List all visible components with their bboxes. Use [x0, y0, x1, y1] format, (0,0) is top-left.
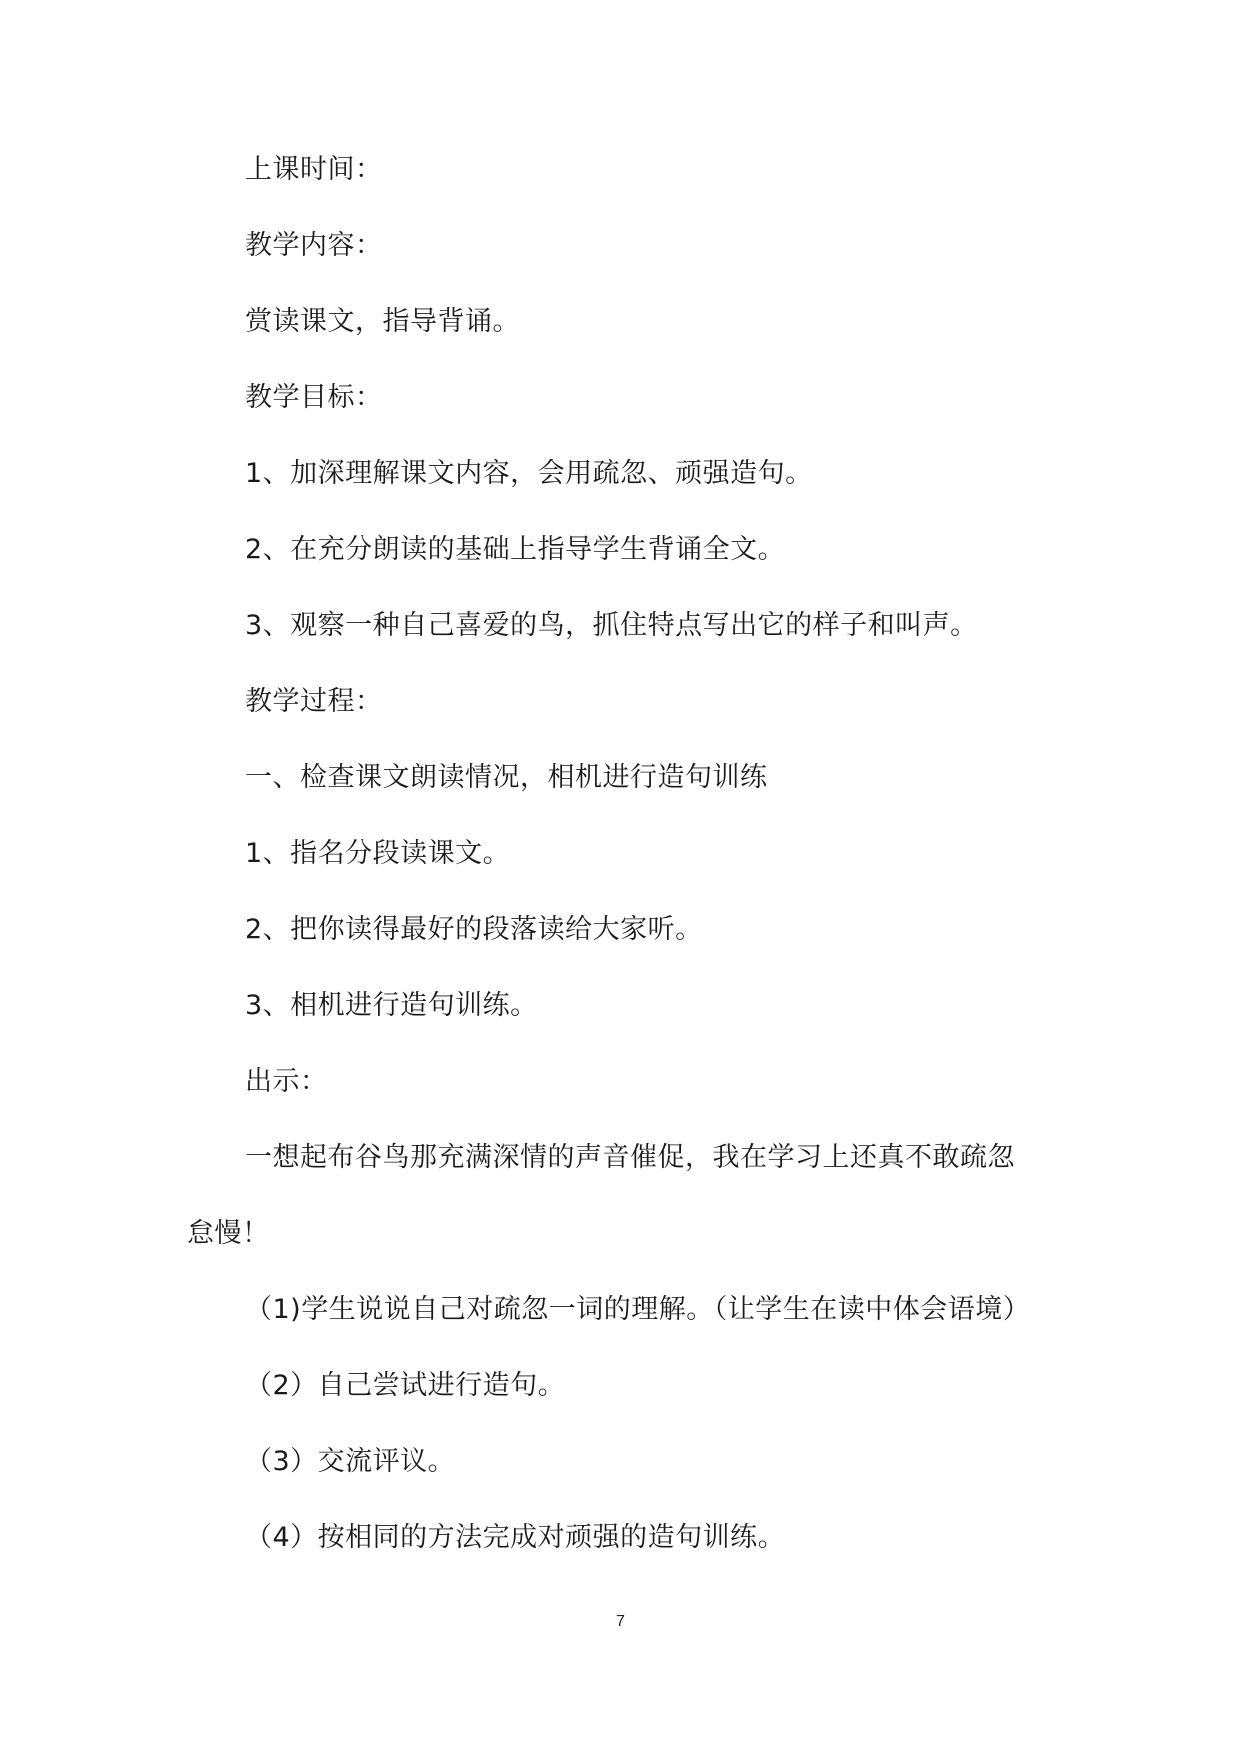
line-substep-4: （4）按相同的方法完成对顽强的造句训练。	[245, 1522, 786, 1553]
line-example-sentence: 一想起布谷鸟那充满深情的声音催促，我在学习上还真不敢疏忽	[245, 1142, 1015, 1173]
line-step-3: 3、相机进行造句训练。	[245, 990, 538, 1021]
line-goal-2: 2、在充分朗读的基础上指导学生背诵全文。	[245, 534, 786, 565]
line-section-1-heading: 一、检查课文朗读情况，相机进行造句训练	[245, 762, 768, 793]
line-teaching-content-heading: 教学内容：	[245, 230, 383, 261]
line-substep-2: （2）自己尝试进行造句。	[245, 1370, 566, 1401]
line-step-1: 1、指名分段读课文。	[245, 838, 511, 869]
line-step-2: 2、把你读得最好的段落读给大家听。	[245, 914, 703, 945]
line-teaching-process-heading: 教学过程：	[245, 686, 383, 717]
line-goal-1: 1、加深理解课文内容，会用疏忽、顽强造句。	[245, 458, 813, 489]
line-teaching-goals-heading: 教学目标：	[245, 382, 383, 413]
line-substep-1: （1)学生说说自己对疏忽一词的理解。（让学生在读中体会语境）	[245, 1294, 1031, 1325]
line-show-heading: 出示：	[245, 1066, 328, 1097]
line-example-sentence-end: 怠慢！	[187, 1218, 270, 1249]
line-goal-3: 3、观察一种自己喜爱的鸟，抓住特点写出它的样子和叫声。	[245, 610, 978, 641]
page-number: 7	[616, 1613, 625, 1630]
line-class-time: 上课时间：	[245, 154, 383, 185]
line-teaching-content: 赏读课文，指导背诵。	[245, 306, 520, 337]
line-substep-3: （3）交流评议。	[245, 1446, 456, 1477]
